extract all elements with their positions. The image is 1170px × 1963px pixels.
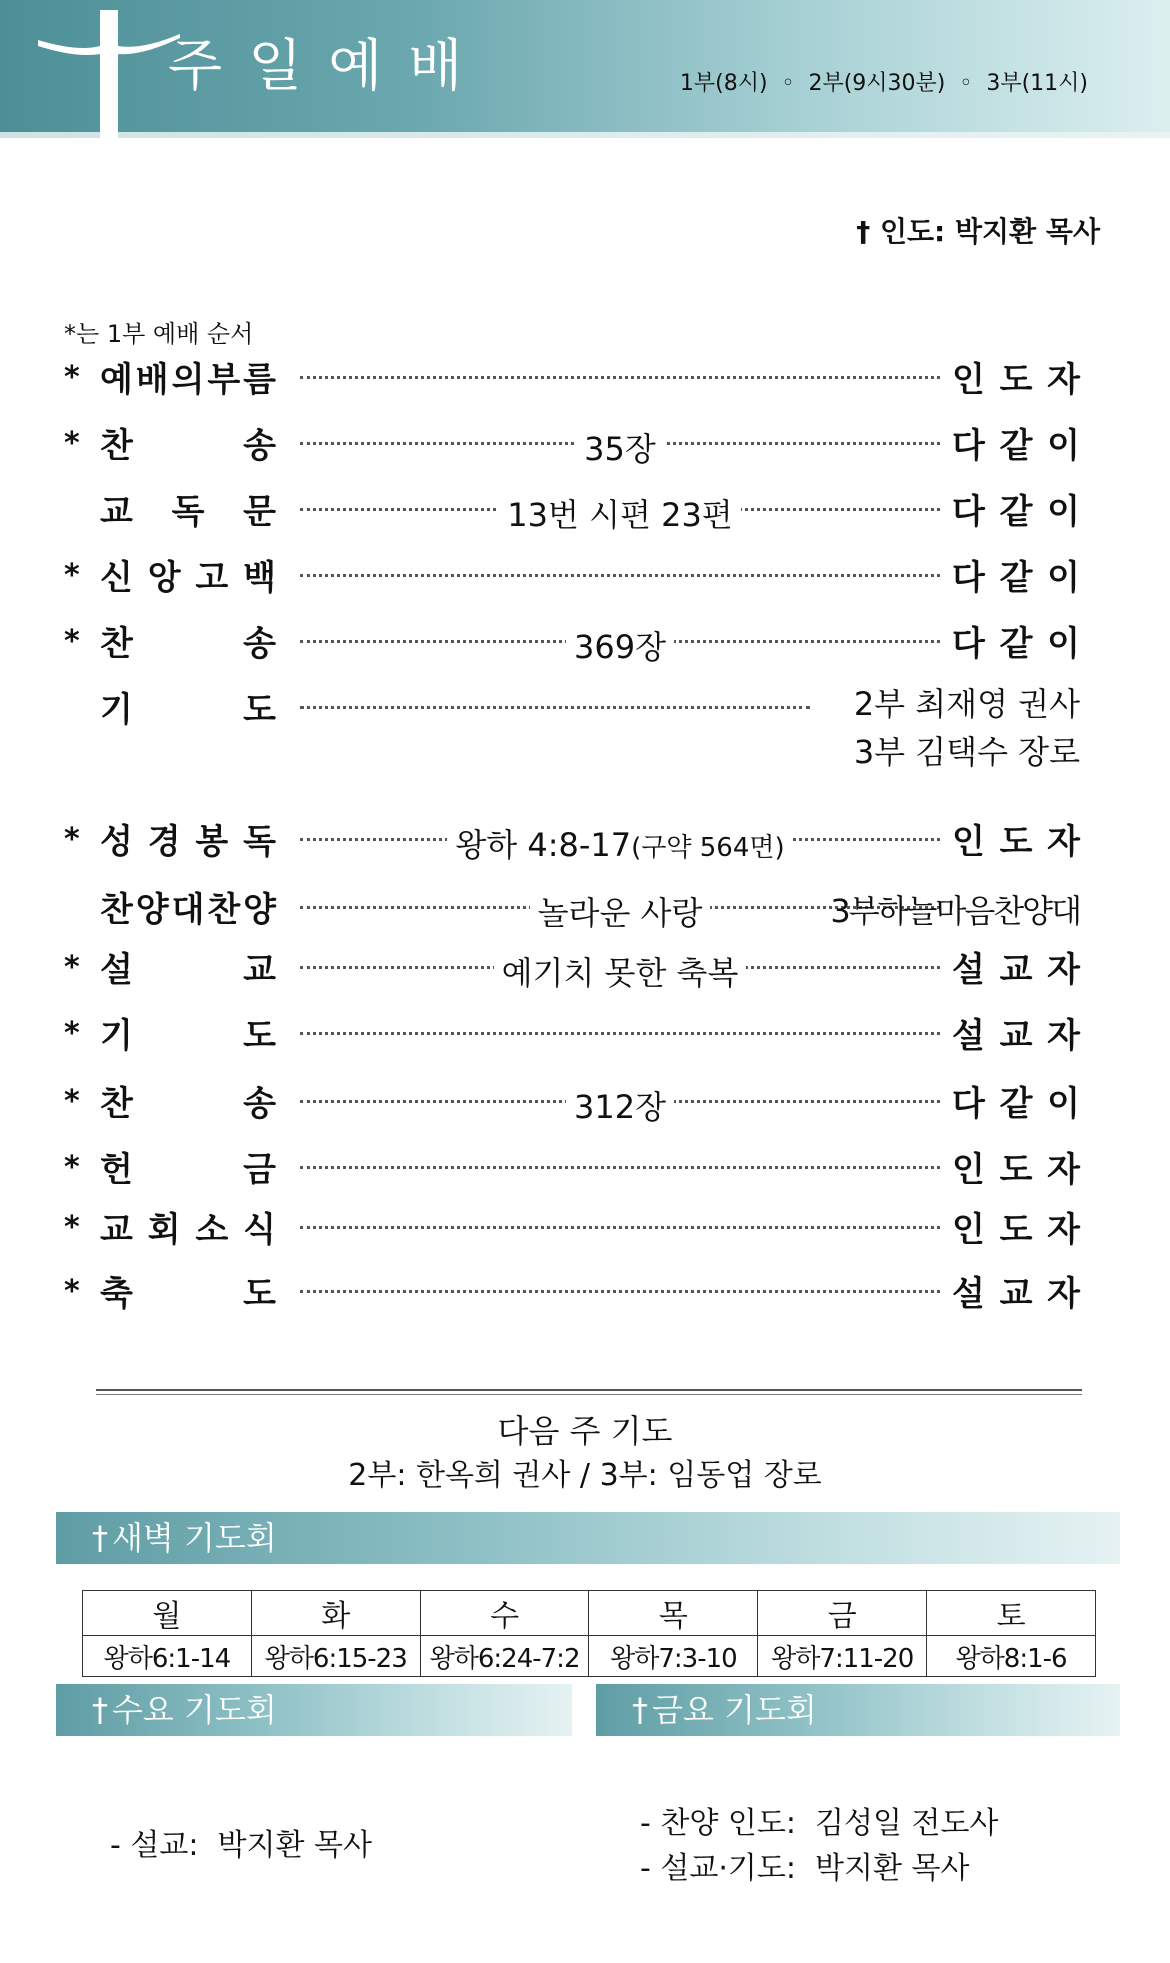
order-item-detail bbox=[447, 826, 792, 864]
order-item-name bbox=[100, 418, 276, 466]
order-row bbox=[60, 1200, 1080, 1252]
dawn-reading-table bbox=[82, 1590, 1096, 1677]
order-item-person bbox=[952, 1008, 1080, 1056]
order-item-char: 송 bbox=[243, 623, 276, 664]
order-item-person-char: 교 bbox=[999, 949, 1033, 990]
order-item-person-char: 도 bbox=[999, 1149, 1033, 1190]
order-item-char: 송 bbox=[243, 425, 276, 466]
reading-cell: 왕하8:1-6 bbox=[927, 1636, 1096, 1677]
day-header-cell: 화 bbox=[251, 1591, 420, 1636]
order-item-person-char: 이 bbox=[1047, 557, 1080, 598]
order-item-char: 찬 bbox=[100, 623, 133, 664]
first-service-marker: * bbox=[64, 360, 80, 395]
order-item-char: 찬 bbox=[207, 889, 241, 930]
order-item-content bbox=[300, 820, 940, 866]
first-service-marker: * bbox=[64, 1084, 80, 1119]
reading-cell: 왕하7:3-10 bbox=[589, 1636, 758, 1677]
order-row bbox=[60, 614, 1080, 666]
dagger-icon: † bbox=[92, 1691, 108, 1729]
order-item-person bbox=[952, 942, 1080, 990]
order-item-content bbox=[300, 622, 940, 668]
order-item-person-char: 자 bbox=[1047, 359, 1080, 400]
order-item-char: 양 bbox=[243, 889, 276, 930]
order-row bbox=[60, 1264, 1080, 1316]
order-item-name bbox=[100, 1008, 276, 1056]
reading-cell: 왕하7:11-20 bbox=[758, 1636, 927, 1677]
order-row bbox=[60, 812, 1080, 864]
friday-worship-leader: - 찬양 인도: 김성일 전도사 bbox=[640, 1806, 999, 1841]
order-item-char: 소 bbox=[195, 1209, 229, 1250]
order-item-char: 배 bbox=[135, 359, 169, 400]
order-item-person-char: 같 bbox=[999, 623, 1033, 664]
order-item-char: 금 bbox=[243, 1149, 276, 1190]
dotted-leader bbox=[300, 706, 810, 709]
order-item-person-char: 같 bbox=[999, 491, 1033, 532]
order-item-name bbox=[100, 814, 276, 862]
order-item-name bbox=[100, 1202, 276, 1250]
order-item-name bbox=[100, 1076, 276, 1124]
order-item-char: 교 bbox=[243, 949, 276, 990]
order-item-person-char: 같 bbox=[999, 425, 1033, 466]
order-item-detail bbox=[576, 430, 664, 468]
order-item-char: 예 bbox=[100, 359, 133, 400]
order-row bbox=[60, 1140, 1080, 1192]
order-item-person-char: 같 bbox=[999, 1083, 1033, 1124]
order-row bbox=[60, 680, 1080, 771]
order-item-content bbox=[300, 1082, 940, 1128]
order-item-person-char: 이 bbox=[1047, 425, 1080, 466]
leader-name: 박지환 목사 bbox=[955, 215, 1100, 248]
order-item-detail bbox=[566, 1088, 674, 1126]
order-item-person bbox=[952, 418, 1080, 466]
section-wednesday-prayer bbox=[56, 1684, 572, 1736]
order-item-person bbox=[952, 484, 1080, 532]
order-item-char: 대 bbox=[171, 889, 205, 930]
order-item-char: 교 bbox=[100, 1209, 133, 1250]
order-item-person-char: 인 bbox=[952, 359, 985, 400]
first-service-marker: * bbox=[64, 1210, 80, 1245]
order-row bbox=[60, 1006, 1080, 1058]
order-item-person bbox=[952, 616, 1080, 664]
order-item-person-char: 자 bbox=[1047, 821, 1080, 862]
order-item-detail-main: 13번 시편 23편 bbox=[507, 496, 733, 534]
dotted-leader bbox=[300, 1166, 940, 1169]
order-item-person-char: 도 bbox=[999, 359, 1033, 400]
order-item-detail-main: 예기치 못한 축복 bbox=[501, 954, 739, 992]
order-item-char: 기 bbox=[100, 689, 133, 730]
order-item-char: 름 bbox=[243, 359, 276, 400]
order-item-char: 백 bbox=[243, 557, 276, 598]
order-item-person-char: 이 bbox=[1047, 623, 1080, 664]
order-item-detail bbox=[566, 628, 674, 666]
dagger-icon: † bbox=[856, 215, 871, 248]
order-item-char: 설 bbox=[100, 949, 133, 990]
order-item-person-char: 교 bbox=[999, 1273, 1033, 1314]
order-item-person-char: 다 bbox=[952, 425, 985, 466]
order-item-person: 3부하늘마음찬양대 bbox=[830, 892, 1080, 930]
order-item-char: 의 bbox=[171, 359, 205, 400]
order-item-char: 도 bbox=[243, 1273, 276, 1314]
order-item-person bbox=[952, 1076, 1080, 1124]
service-times: 1부(8시) ◦ 2부(9시30분) ◦ 3부(11시) bbox=[679, 71, 1088, 96]
order-item-name bbox=[100, 882, 276, 930]
order-item-person-char: 다 bbox=[952, 623, 985, 664]
order-item-person-char: 설 bbox=[952, 1015, 985, 1056]
dagger-icon: † bbox=[92, 1519, 108, 1557]
service-leader bbox=[856, 210, 1100, 250]
dotted-leader bbox=[300, 574, 940, 577]
order-item-char: 경 bbox=[147, 821, 181, 862]
order-item-person-char: 같 bbox=[999, 557, 1033, 598]
order-item-char: 문 bbox=[243, 491, 276, 532]
order-item-detail-note: (구약 564면) bbox=[631, 833, 785, 863]
order-item-char: 식 bbox=[243, 1209, 276, 1250]
order-item-person-char: 자 bbox=[1047, 1273, 1080, 1314]
day-header-cell: 월 bbox=[83, 1591, 252, 1636]
order-item-char: 도 bbox=[243, 689, 276, 730]
reading-cell: 왕하6:15-23 bbox=[251, 1636, 420, 1677]
order-item-detail-main: 왕하 4:8-17 bbox=[455, 826, 632, 864]
order-item-detail-main: 놀라운 사랑 bbox=[537, 894, 703, 932]
section-title: 새벽 기도회 bbox=[112, 1519, 277, 1557]
order-item-name bbox=[100, 616, 276, 664]
order-item-person-char: 교 bbox=[999, 1015, 1033, 1056]
order-item-person-char: 설 bbox=[952, 949, 985, 990]
order-item-person-char: 이 bbox=[1047, 491, 1080, 532]
order-item-name bbox=[100, 682, 276, 730]
order-item-char: 교 bbox=[100, 491, 133, 532]
order-item-char: 회 bbox=[147, 1209, 181, 1250]
order-row bbox=[60, 880, 1080, 932]
order-item-char: 도 bbox=[243, 1015, 276, 1056]
order-item-person-char: 자 bbox=[1047, 1209, 1080, 1250]
order-item-char: 찬 bbox=[100, 425, 133, 466]
order-item-char: 부 bbox=[207, 359, 241, 400]
first-service-marker: * bbox=[64, 558, 80, 593]
order-item-person-char: 자 bbox=[1047, 1015, 1080, 1056]
reading-cell: 왕하6:1-14 bbox=[83, 1636, 252, 1677]
order-item-detail bbox=[530, 894, 711, 932]
section-dawn-prayer bbox=[56, 1512, 1120, 1564]
order-item-name bbox=[100, 942, 276, 990]
order-item-person-char: 이 bbox=[1047, 1083, 1080, 1124]
table-row bbox=[83, 1636, 1096, 1677]
reading-cell: 왕하6:24-7:2 bbox=[420, 1636, 589, 1677]
order-item-content bbox=[300, 490, 940, 536]
order-item-char: 신 bbox=[100, 557, 133, 598]
order-item-person bbox=[952, 550, 1080, 598]
order-row bbox=[60, 940, 1080, 992]
order-item-person-char: 설 bbox=[952, 1273, 985, 1314]
dotted-leader bbox=[300, 376, 940, 379]
order-item-person bbox=[952, 814, 1080, 862]
dotted-leader bbox=[300, 1290, 940, 1293]
order-item-char: 찬 bbox=[100, 1083, 133, 1124]
order-item-person bbox=[952, 1202, 1080, 1250]
divider bbox=[96, 1389, 1082, 1391]
section-friday-prayer bbox=[596, 1684, 1120, 1736]
order-item-char: 고 bbox=[195, 557, 229, 598]
order-item-char: 기 bbox=[100, 1015, 133, 1056]
order-item-person bbox=[952, 1142, 1080, 1190]
order-item-char: 찬 bbox=[100, 889, 133, 930]
day-header-cell: 목 bbox=[589, 1591, 758, 1636]
wednesday-preacher: - 설교: 박지환 목사 bbox=[110, 1828, 372, 1863]
dotted-leader bbox=[300, 1226, 940, 1229]
order-item-detail-main: 312장 bbox=[574, 1088, 666, 1126]
first-service-marker: * bbox=[64, 1016, 80, 1051]
order-item-name bbox=[100, 484, 276, 532]
order-item-name bbox=[100, 1266, 276, 1314]
day-header-cell: 금 bbox=[758, 1591, 927, 1636]
order-item-person-char: 인 bbox=[952, 1149, 985, 1190]
first-service-marker: * bbox=[64, 822, 80, 857]
order-item-char: 성 bbox=[100, 821, 133, 862]
divider bbox=[96, 1394, 1082, 1395]
dotted-leader bbox=[300, 1032, 940, 1035]
day-header-cell: 수 bbox=[420, 1591, 589, 1636]
order-item-person-char: 다 bbox=[952, 491, 985, 532]
order-item-name bbox=[100, 1142, 276, 1190]
order-item-detail-main: 35장 bbox=[584, 430, 656, 468]
section-title: 금요 기도회 bbox=[652, 1691, 817, 1729]
order-item-char: 독 bbox=[171, 491, 205, 532]
order-item-person-char: 도 bbox=[999, 821, 1033, 862]
order-row bbox=[60, 548, 1080, 600]
first-service-marker: * bbox=[64, 1274, 80, 1309]
order-row bbox=[60, 350, 1080, 402]
order-item-char: 독 bbox=[243, 821, 276, 862]
order-row bbox=[60, 482, 1080, 534]
order-row bbox=[60, 1074, 1080, 1126]
order-item-detail-main: 369장 bbox=[574, 628, 666, 666]
leader-label: 인도: bbox=[879, 215, 946, 248]
day-header-cell: 토 bbox=[927, 1591, 1096, 1636]
first-service-marker: * bbox=[64, 950, 80, 985]
table-row bbox=[83, 1591, 1096, 1636]
order-item-person-char: 다 bbox=[952, 1083, 985, 1124]
order-item-char: 헌 bbox=[100, 1149, 133, 1190]
order-item-person-char: 도 bbox=[999, 1209, 1033, 1250]
order-item-char: 축 bbox=[100, 1273, 133, 1314]
first-service-marker: * bbox=[64, 426, 80, 461]
first-service-marker: * bbox=[64, 624, 80, 659]
dagger-icon: † bbox=[632, 1691, 648, 1729]
order-item-person-char: 인 bbox=[952, 1209, 985, 1250]
order-item-content bbox=[300, 948, 940, 994]
friday-preacher: - 설교·기도: 박지환 목사 bbox=[640, 1851, 970, 1886]
order-item-person: 2부 최재영 권사 3부 김택수 장로 bbox=[853, 685, 1080, 771]
order-row bbox=[60, 416, 1080, 468]
order-item-content bbox=[300, 424, 940, 470]
order-item-char: 송 bbox=[243, 1083, 276, 1124]
cross-icon bbox=[38, 10, 180, 138]
next-week-prayers: 2부: 한옥희 권사 / 3부: 임동업 장로 bbox=[348, 1458, 822, 1493]
order-item-person-char: 자 bbox=[1047, 949, 1080, 990]
order-item-person bbox=[952, 1266, 1080, 1314]
first-service-marker: * bbox=[64, 1150, 80, 1185]
order-item-person bbox=[952, 352, 1080, 400]
order-item-person-char: 다 bbox=[952, 557, 985, 598]
next-week-title: 다음 주 기도 bbox=[497, 1412, 673, 1450]
order-item-char: 앙 bbox=[147, 557, 181, 598]
order-item-person-char: 인 bbox=[952, 821, 985, 862]
order-item-detail bbox=[499, 496, 740, 534]
section-title: 수요 기도회 bbox=[112, 1691, 277, 1729]
order-note: *는 1부 예배 순서 bbox=[64, 320, 254, 348]
order-item-person-char: 자 bbox=[1047, 1149, 1080, 1190]
order-item-name bbox=[100, 550, 276, 598]
order-item-char: 양 bbox=[135, 889, 169, 930]
order-item-name bbox=[100, 352, 276, 400]
order-item-detail bbox=[494, 954, 747, 992]
order-item-char: 봉 bbox=[195, 821, 229, 862]
page-title: 주일예배 bbox=[168, 34, 489, 97]
